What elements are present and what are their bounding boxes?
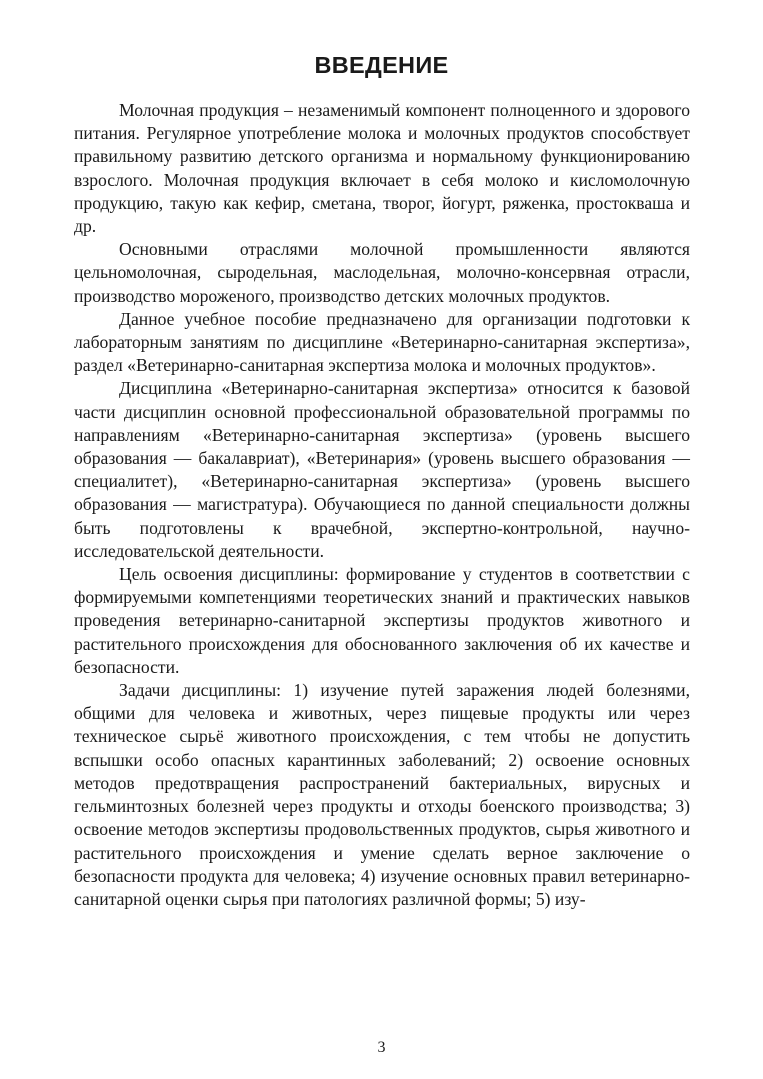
page-number: 3 [377,1039,386,1056]
paragraph: Задачи дисциплины: 1) изучение путей заражения людей болезнями, общими для человека и животных, через пищевые продукты или через техническое сырьё животного происхождения, с тем чтобы не допустить вспышки особо опасных карантинных заболеваний; 2) освоение основных методов предотвращения распространений бактериальных, вирусных и гельминтозных болезней через продукты и отходы боенского производства; 3) освоение методов экспертизы продовольственных продуктов, сырья животного и растительного происхождения и умение сделать верное заключение о безопасности продукта для человека; 4) изучение основных правил ветеринарно-санитарной оценки сырья при патологиях различной формы; 5) изу- [74,680,690,909]
page-title: ВВЕДЕНИЕ [314,52,449,78]
paragraph: Цель освоения дисциплины: формирование у студентов в соответствии с формируемыми компетенциями теоретических знаний и практических навыков проведения ветеринарно-санитарной экспертизы продуктов животного и растительного происхождения для обоснованного заключения об их качестве и безопасности. [74,564,690,677]
paragraph: Основными отраслями молочной промышленности являются цельномолочная, сыродельная, маслодельная, молочно-консервная отрасли, производство мороженого, производство детских молочных продуктов. [74,239,690,306]
paragraph: Данное учебное пособие предназначено для организации подготовки к лабораторным занятиям по дисциплине «Ветеринарно-санитарная экспертиза», раздел «Ветеринарно-санитарная экспертиза молока и молочных продуктов». [74,308,690,376]
paragraph: Дисциплина «Ветеринарно-санитарная экспертиза» относится к базовой части дисциплин основной профессиональной образовательной программы по направлениям «Ветеринарно-санитарная экспертиза» (уровень высшего образования — бакалавриат), «Ветеринария» (уровень высшего образования — специалитет), «Ветеринарно-санитарная экспертиза» (уровень высшего образования — магистратура). Обучающиеся по данной специальности должны быть подготовлены к врачебной, экспертно-контрольной, научно-исследовательской деятельности. [74,378,690,561]
body-text [74,99,690,911]
paragraph: Молочная продукция – незаменимый компонент полноценного и здорового питания. Регулярное употребление молока и молочных продуктов способствует правильному развитию детского организма и нормальному функционированию взрослого. Молочная продукция включает в себя молоко и кисломолочную продукцию, такую как кефир, сметана, творог, йогурт, ряженка, простокваша и др. [74,100,690,237]
